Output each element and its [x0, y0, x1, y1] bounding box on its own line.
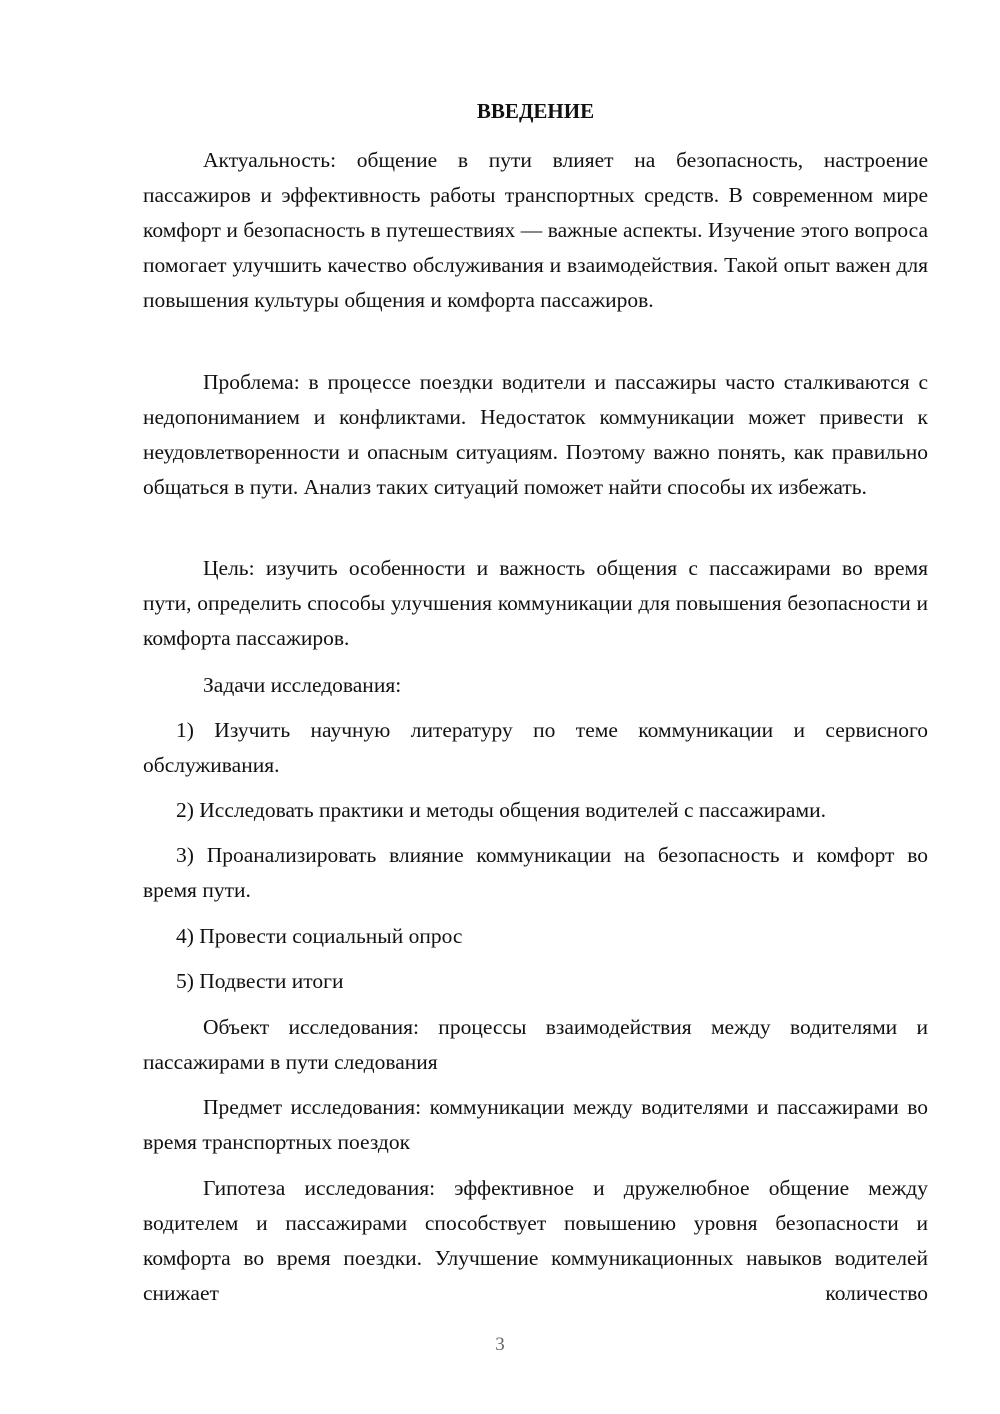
page-number: 3 — [495, 1334, 505, 1355]
paragraph-goal: Цель: изучить особенности и важность общения с пассажирами во время пути, определить способы улучшения коммуникации для повышения безопасности и комфорта пассажиров. — [143, 556, 928, 650]
tasks-title: Задачи исследования: — [203, 673, 402, 697]
task-item-1: 1) Изучить научную литературу по теме коммуникации и сервисного обслуживания. — [143, 718, 928, 777]
paragraph-subject: Предмет исследования: коммуникации между водителями и пассажирами во время транспортных поездок — [143, 1095, 928, 1154]
task-item-5: 5) Подвести итоги — [176, 969, 344, 993]
section-heading: ВВЕДЕНИЕ — [476, 99, 595, 123]
paragraph-hypothesis: Гипотеза исследования: эффективное и дружелюбное общение между водителем и пассажирами способствует повышению уровня безопасности и комфорта во время поездки. Улучшение коммуникационных навыков водителей снижает количество — [143, 1176, 928, 1305]
task-item-4: 4) Провести социальный опрос — [176, 924, 463, 948]
paragraph-relevance: Актуальность: общение в пути влияет на безопасность, настроение пассажиров и эффективность работы транспортных средств. В современном мире комфорт и безопасность в путешествиях — важные аспекты. Изучение этого вопроса помогает улучшить качество обслуживания и взаимодействия. Такой опыт важен для повышения культуры общения и комфорта пассажиров. — [143, 148, 928, 312]
task-item-3: 3) Проанализировать влияние коммуникации на безопасность и комфорт во время пути. — [143, 843, 928, 902]
task-item-2: 2) Исследовать практики и методы общения водителей с пассажирами. — [176, 798, 826, 822]
paragraph-object: Объект исследования: процессы взаимодействия между водителями и пассажирами в пути следования — [143, 1015, 928, 1074]
paragraph-problem: Проблема: в процессе поездки водители и пассажиры часто сталкиваются с недопониманием и конфликтами. Недостаток коммуникации может привести к неудовлетворенности и опасным ситуациям. Поэтому важно понять, как правильно общаться в пути. Анализ таких ситуаций поможет найти способы их избежать. — [143, 370, 928, 499]
